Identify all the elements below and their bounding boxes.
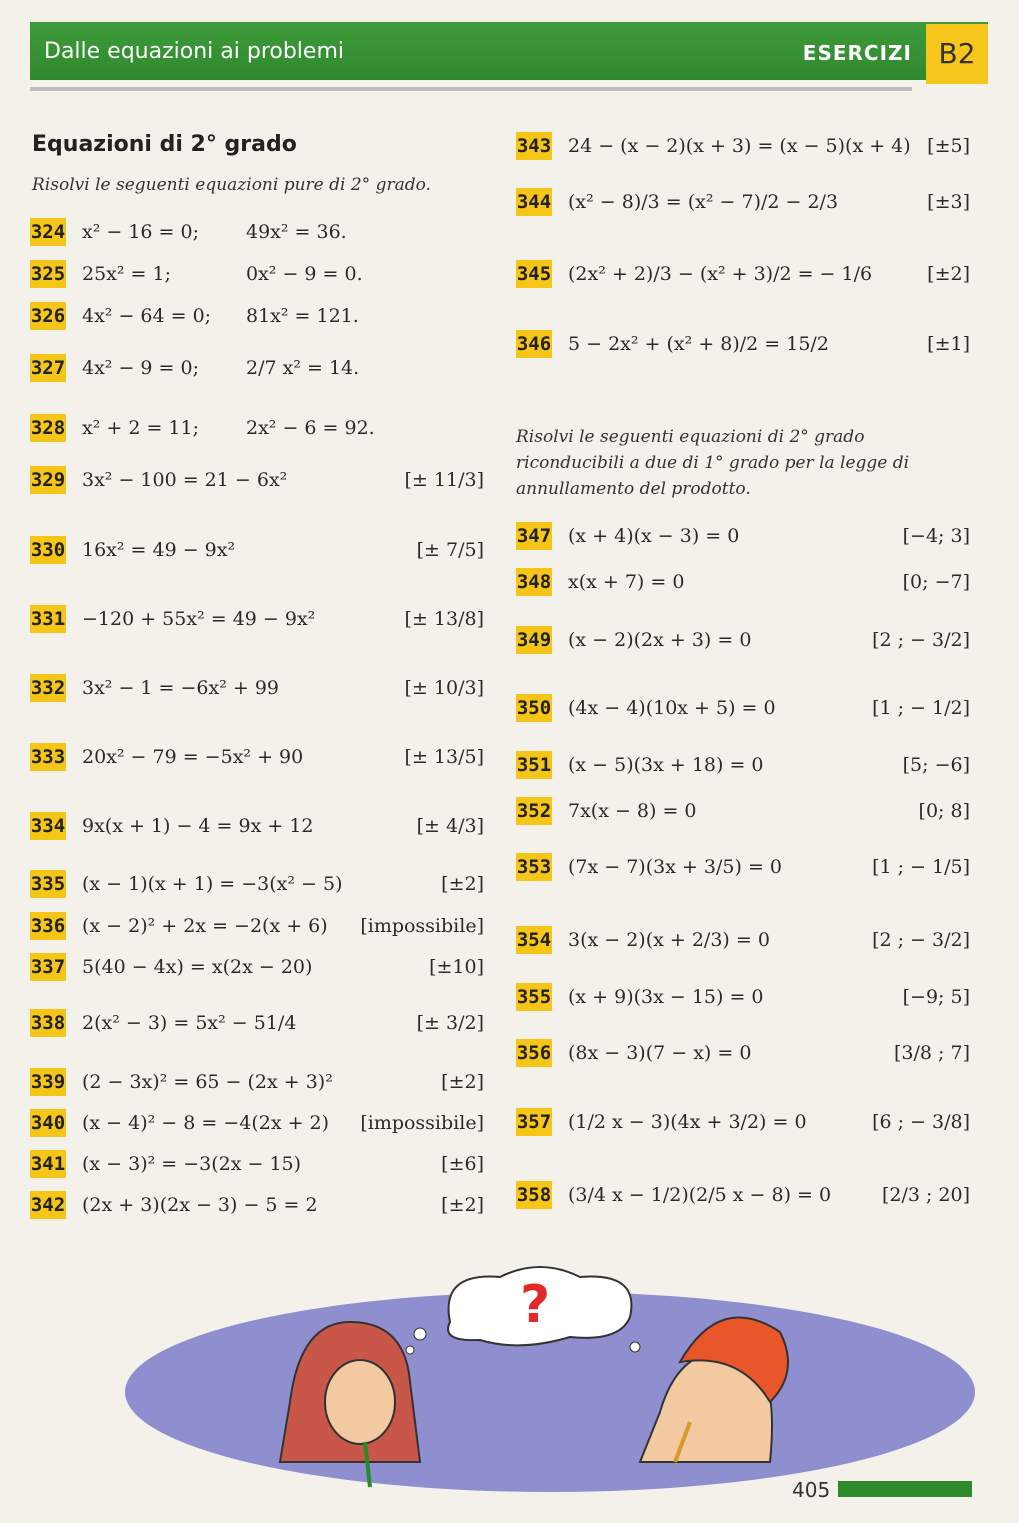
exercise-solution: [1 ; − 1/5] [872,856,970,878]
exercise-number: 340 [30,1109,66,1137]
exercise-equation: (x − 2)(2x + 3) = 0 [568,629,752,651]
intro-right: Risolvi le seguenti equazioni di 2° grado riconducibili a due di 1° grado per la legge di annullamento del prodotto. [516,427,910,499]
exercise-solution: [2 ; − 3/2] [872,629,970,651]
exercise-number: 357 [516,1108,552,1136]
section-label: ESERCIZI [802,41,912,65]
exercise-number: 337 [30,953,66,981]
exercise-equation: (x² − 8)/3 = (x² − 7)/2 − 2/3 [568,191,839,213]
exercise-solution: [2/3 ; 20] [881,1184,970,1206]
exercise-number: 330 [30,536,66,564]
exercise-solution: [±5] [927,135,970,157]
exercise-equation: 3(x − 2)(x + 2/3) = 0 [568,929,770,951]
exercise-equation: (2 − 3x)² = 65 − (2x + 3)² [82,1071,333,1093]
exercise-equation: (4x − 4)(10x + 5) = 0 [568,697,776,719]
exercise-number: 356 [516,1039,552,1067]
exercise-equation: 3x² − 100 = 21 − 6x² [82,469,288,491]
exercise-equation: (x − 4)² − 8 = −4(2x + 2) [82,1112,330,1134]
exercise-number: 325 [30,260,66,288]
exercise-number: 353 [516,853,552,881]
exercise-equation: (3/4 x − 1/2)(2/5 x − 8) = 0 [568,1184,832,1206]
exercise-solution: [± 13/5] [404,746,484,768]
exercise-solution: [−9; 5] [902,986,970,1008]
exercise-solution: [3/8 ; 7] [894,1042,970,1064]
exercise-number: 329 [30,466,66,494]
exercise-solution: [2 ; − 3/2] [872,929,970,951]
exercise-number: 350 [516,694,552,722]
exercise-number: 349 [516,626,552,654]
exercise-number: 342 [30,1191,66,1219]
exercise-number: 328 [30,414,66,442]
exercise-solution: [± 3/2] [416,1012,484,1034]
exercise-equation: 2(x² − 3) = 5x² − 51/4 [82,1012,297,1034]
exercise-equation: x² + 2 = 11; [82,417,199,439]
exercise-number: 352 [516,797,552,825]
chapter-title: Dalle equazioni ai problemi [44,39,344,64]
exercise-equation-second: 49x² = 36. [246,221,347,243]
exercise-number: 347 [516,522,552,550]
exercise-solution: [±1] [927,333,970,355]
exercise-equation-second: 81x² = 121. [246,305,359,327]
exercise-number: 355 [516,983,552,1011]
exercise-equation: (8x − 3)(7 − x) = 0 [568,1042,752,1064]
exercise-solution: [±2] [441,873,484,895]
exercise-equation: 5 − 2x² + (x² + 8)/2 = 15/2 [568,333,829,355]
exercise-equation: (2x + 3)(2x − 3) − 5 = 2 [82,1194,318,1216]
exercise-equation: 3x² − 1 = −6x² + 99 [82,677,280,699]
students-illustration [120,1262,980,1497]
page-number: 405 [792,1478,831,1502]
exercise-number: 344 [516,188,552,216]
exercise-number: 346 [516,330,552,358]
page-header [30,22,988,80]
exercise-solution: [±2] [441,1071,484,1093]
exercise-solution: [0; −7] [902,571,970,593]
exercise-solution: [±10] [429,956,484,978]
exercise-equation-second: 0x² − 9 = 0. [246,263,363,285]
exercise-equation-second: 2/7 x² = 14. [246,357,360,379]
bubble-dot [414,1328,426,1340]
exercise-solution: [1 ; − 1/2] [872,697,970,719]
exercise-solution: [± 13/8] [404,608,484,630]
exercise-number: 336 [30,912,66,940]
exercise-number: 338 [30,1009,66,1037]
exercise-number: 354 [516,926,552,954]
exercise-equation: (1/2 x − 3)(4x + 3/2) = 0 [568,1111,807,1133]
exercise-number: 341 [30,1150,66,1178]
exercise-solution: [±2] [441,1194,484,1216]
exercise-equation: x(x + 7) = 0 [568,571,685,593]
exercise-number: 334 [30,812,66,840]
exercise-solution: [0; 8] [918,800,970,822]
girl-face [325,1360,395,1444]
exercise-number: 351 [516,751,552,779]
exercise-solution: [impossibile] [360,1112,484,1134]
exercise-solution: [6 ; − 3/8] [872,1111,970,1133]
exercise-solution: [5; −6] [902,754,970,776]
exercise-equation: 5(40 − 4x) = x(2x − 20) [82,956,313,978]
exercise-equation: (x + 4)(x − 3) = 0 [568,525,740,547]
exercise-equation-second: 2x² − 6 = 92. [246,417,375,439]
exercise-number: 335 [30,870,66,898]
exercise-number: 339 [30,1068,66,1096]
exercise-number: 345 [516,260,552,288]
exercise-equation: (7x − 7)(3x + 3/5) = 0 [568,856,783,878]
exercise-equation: (2x² + 2)/3 − (x² + 3)/2 = − 1/6 [568,263,873,285]
exercise-solution: [±2] [927,263,970,285]
exercise-solution: [±6] [441,1153,484,1175]
exercise-solution: [±3] [927,191,970,213]
exercise-equation: 24 − (x − 2)(x + 3) = (x − 5)(x + 4) [568,135,911,157]
bubble-dot [406,1346,414,1354]
exercise-equation: 9x(x + 1) − 4 = 9x + 12 [82,815,314,837]
exercise-number: 333 [30,743,66,771]
question-mark-icon: ? [520,1275,551,1335]
exercise-equation: (x − 2)² + 2x = −2(x + 6) [82,915,328,937]
exercise-number: 331 [30,605,66,633]
exercise-equation: 4x² − 9 = 0; [82,357,199,379]
exercise-solution: [± 4/3] [416,815,484,837]
exercise-number: 332 [30,674,66,702]
page-number-bar [838,1481,972,1497]
exercise-equation: (x − 1)(x + 1) = −3(x² − 5) [82,873,343,895]
exercise-solution: [−4; 3] [902,525,970,547]
section-title: Equazioni di 2° grado [32,132,297,157]
exercise-number: 324 [30,218,66,246]
exercise-equation: (x − 3)² = −3(2x − 15) [82,1153,302,1175]
exercise-number: 343 [516,132,552,160]
exercise-solution: [± 11/3] [404,469,484,491]
exercise-number: 327 [30,354,66,382]
exercise-equation: −120 + 55x² = 49 − 9x² [82,608,316,630]
exercise-equation: (x + 9)(3x − 15) = 0 [568,986,764,1008]
exercise-number: 358 [516,1181,552,1209]
exercise-solution: [± 7/5] [416,539,484,561]
exercise-equation: x² − 16 = 0; [82,221,199,243]
exercise-equation: 20x² − 79 = −5x² + 90 [82,746,304,768]
chapter-badge: B2 [926,24,988,84]
exercise-equation: (x − 5)(3x + 18) = 0 [568,754,764,776]
intro-left: Risolvi le seguenti equazioni pure di 2° grado. [32,175,431,195]
exercise-equation: 4x² − 64 = 0; [82,305,212,327]
header-rule [30,87,912,91]
exercise-equation: 25x² = 1; [82,263,171,285]
exercise-equation: 16x² = 49 − 9x² [82,539,236,561]
exercise-number: 348 [516,568,552,596]
exercise-equation: 7x(x − 8) = 0 [568,800,697,822]
exercise-number: 326 [30,302,66,330]
bubble-dot [630,1342,640,1352]
exercise-solution: [± 10/3] [404,677,484,699]
exercise-solution: [impossibile] [360,915,484,937]
